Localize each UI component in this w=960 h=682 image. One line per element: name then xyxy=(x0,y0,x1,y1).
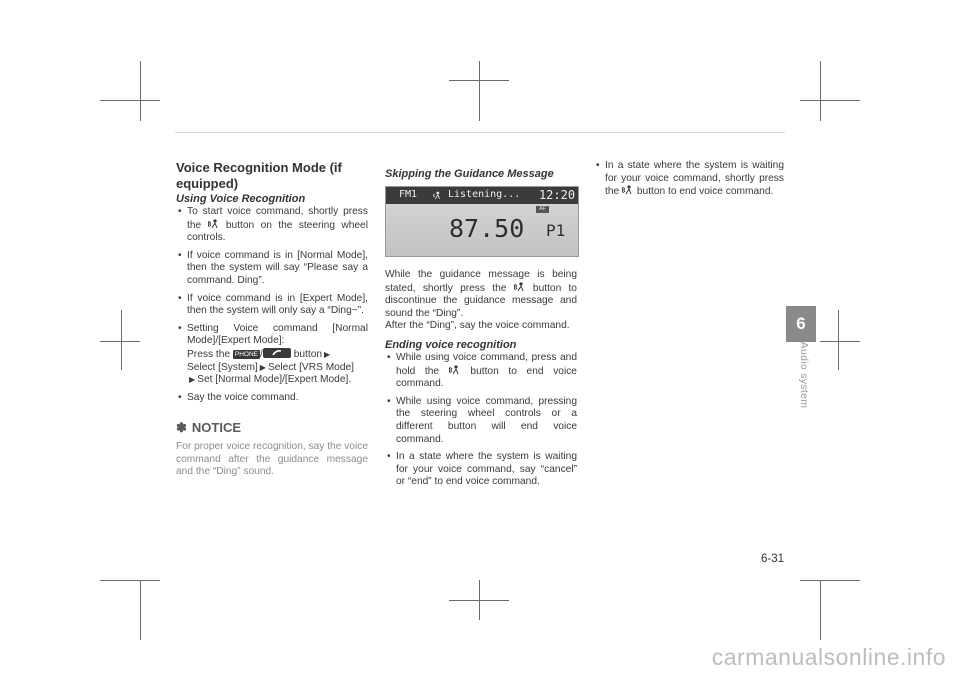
list-item: • If voice command is in [Expert Mode], then the system will only say a “Ding~”. xyxy=(176,293,368,318)
bullet-list xyxy=(176,206,368,404)
middle-column xyxy=(385,167,577,181)
arrow-right-icon: ▶ xyxy=(259,362,266,372)
crop-mark xyxy=(820,61,821,121)
preset: P1 xyxy=(546,221,566,240)
list-item: • In a state where the system is waiting for your voice command, say “cancel” or “end” to end voice command. xyxy=(385,451,577,489)
list-item: • In a state where the system is waiting for your voice command, shortly press the button to end voice command. xyxy=(594,160,784,199)
crop-mark xyxy=(800,100,860,101)
voice-recognition-icon xyxy=(208,219,220,229)
arrow-right-icon: ▶ xyxy=(189,375,196,385)
page-number: 6-31 xyxy=(760,553,784,565)
header-rule xyxy=(175,132,785,133)
bullet-list xyxy=(594,160,784,199)
right-column xyxy=(594,160,784,204)
paragraph: After the “Ding”, say the voice command. xyxy=(385,320,570,332)
section-heading: Voice Recognition Mode (if equipped) xyxy=(176,160,342,191)
chapter-label: Audio system xyxy=(798,341,810,409)
crop-mark xyxy=(140,580,141,640)
phone-key-icon: PHONE xyxy=(234,350,259,358)
voice-recognition-icon xyxy=(514,282,526,292)
section-heading: Skipping the Guidance Message xyxy=(385,168,554,180)
crop-mark xyxy=(121,310,122,370)
crop-mark xyxy=(479,61,480,121)
list-item: • While using voice command, press and hold the button to end voice command. xyxy=(385,352,577,391)
list-item: • If voice command is in [Normal Mode], then the system will say “Please say a command. Ding”. xyxy=(176,250,368,288)
clock: 12:20 xyxy=(536,187,578,204)
listening-status: Listening... xyxy=(448,189,521,200)
notice-icon: ✽ xyxy=(176,420,187,436)
crop-mark xyxy=(800,580,860,581)
bullet-list xyxy=(385,352,577,489)
chapter-tab[interactable]: 6 xyxy=(786,306,816,342)
arrow-right-icon: ▶ xyxy=(324,349,331,359)
crop-mark xyxy=(820,341,860,342)
crop-mark xyxy=(820,580,821,640)
voice-recognition-icon xyxy=(449,365,461,375)
call-key-icon xyxy=(263,348,291,358)
notice-heading: ✽ NOTICE xyxy=(176,420,242,436)
left-column xyxy=(176,160,368,479)
crop-mark xyxy=(140,61,141,121)
list-item: • Say the voice command. xyxy=(176,392,368,405)
band-label: FM1 xyxy=(399,189,418,200)
crop-mark xyxy=(838,310,839,370)
notice-text: For proper voice recognition, say the voice command after the guidance message and the “Ding” sound. xyxy=(176,440,368,478)
list-item: • Setting Voice command [Normal Mode]/[Expert Mode]: Press the PHONE / button ▶ Select [System] ▶ Select [VRS Mode] ▶ Set [Normal Mode]/[Expert Mode]. xyxy=(176,323,368,387)
voice-recognition-icon xyxy=(432,190,442,201)
crop-mark xyxy=(100,100,160,101)
middle-column-body xyxy=(385,269,577,494)
paragraph: While the guidance message is being stated, shortly press the button to discontinue the guidance message and sound the “Ding”. xyxy=(385,269,577,319)
list-item: • To start voice command, shortly press the button on the steering wheel controls. xyxy=(176,206,368,245)
af-badge: AF xyxy=(536,206,549,213)
subheading: Using Voice Recognition xyxy=(176,193,306,205)
list-item: • While using voice command, pressing the steering wheel controls or a different button will end voice command. xyxy=(385,396,577,446)
subheading: Ending voice recognition xyxy=(385,338,517,351)
frequency: 87.50 xyxy=(449,214,525,243)
watermark: carmanualsonline.info xyxy=(711,644,946,670)
crop-mark xyxy=(100,341,140,342)
voice-recognition-icon xyxy=(622,185,634,195)
crop-mark xyxy=(100,580,160,581)
radio-display-image xyxy=(385,186,579,257)
crop-mark xyxy=(449,600,509,601)
crop-mark xyxy=(449,80,509,81)
